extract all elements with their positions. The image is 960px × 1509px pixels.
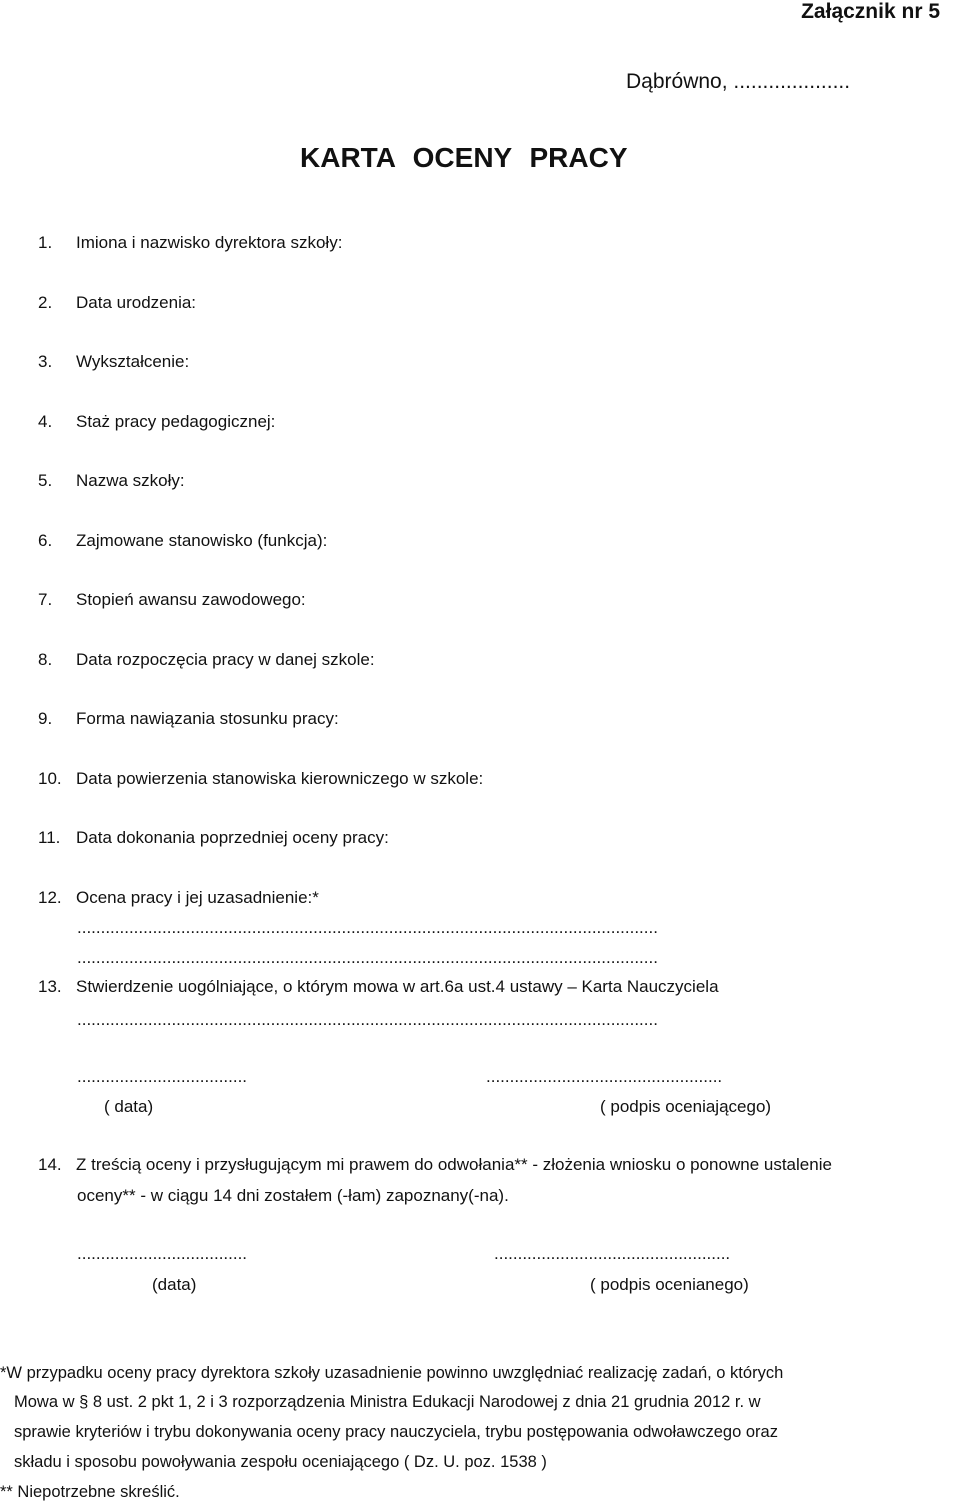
item-number: 6. (38, 531, 53, 550)
continuation-line: ........................................................................................................................... (77, 1010, 658, 1029)
footnote-line: Mowa w § 8 ust. 2 pkt 1, 2 i 3 rozporządzenia Ministra Edukacji Narodowej z dnia 21 grudnia 2012 r. w (14, 1393, 761, 1411)
item-number: 7. (38, 590, 53, 609)
annex-label: Załącznik nr 5 (801, 0, 940, 23)
item-number: 5. (38, 471, 53, 490)
signature-label: ( podpis ocenianego) (590, 1275, 749, 1294)
item-text: Data powierzenia stanowiska kierowniczego w szkole: (76, 769, 484, 788)
item-text: Imiona i nazwisko dyrektora szkoły: (76, 233, 343, 252)
form-item (38, 590, 956, 610)
form-item (38, 531, 956, 551)
date-dots: .................................... (77, 1067, 248, 1086)
item-text: Forma nawiązania stosunku pracy: (76, 709, 339, 728)
item-number: 1. (38, 233, 53, 252)
item-text: Zajmowane stanowisko (funkcja): (76, 531, 328, 550)
date-label: ( data) (104, 1097, 154, 1116)
item-text: Data dokonania poprzedniej oceny pracy: (76, 828, 389, 847)
item-number: 11. (38, 828, 61, 847)
item-number: 12. (38, 888, 62, 907)
item-text: Stwierdzenie uogólniające, o którym mowa w art.6a ust.4 ustawy – Karta Nauczyciela (76, 977, 719, 996)
item-text: Ocena pracy i jej uzasadnienie:* (76, 888, 319, 907)
form-item (38, 412, 956, 432)
item-number: 13. (38, 977, 62, 996)
footnote-line: *W przypadku oceny pracy dyrektora szkoły uzasadnienie powinno uwzględniać realizację zadań, o których (0, 1364, 784, 1382)
form-item (38, 769, 956, 789)
signature-dots: .................................................. (494, 1244, 731, 1263)
item-text: Nazwa szkoły: (76, 471, 185, 490)
form-item (38, 650, 956, 670)
item-text: Data urodzenia: (76, 293, 197, 312)
date-dots: .................................... (77, 1244, 248, 1263)
form-item (38, 709, 956, 729)
item-number: 10. (38, 769, 62, 788)
item-number: 9. (38, 709, 53, 728)
footnote-line: ** Niepotrzebne skreślić. (0, 1483, 180, 1501)
form-item (38, 888, 956, 908)
item-text: Data rozpoczęcia pracy w danej szkole: (76, 650, 375, 669)
form-item (38, 828, 956, 848)
date-label: (data) (152, 1275, 197, 1294)
item-number: 2. (38, 293, 53, 312)
form-item (38, 471, 956, 491)
item-text: Staż pracy pedagogicznej: (76, 412, 276, 431)
item-text: Stopień awansu zawodowego: (76, 590, 306, 609)
form-item (38, 233, 956, 253)
item-number: 14. (38, 1155, 62, 1174)
form-item (38, 1155, 956, 1175)
footnote-line: sprawie kryteriów i trybu dokonywania oceny pracy nauczyciela, trybu postępowania odwoławczego oraz (14, 1423, 778, 1441)
item-number: 4. (38, 412, 53, 431)
signature-dots: .................................................. (486, 1067, 723, 1086)
item-text-continuation: oceny** - w ciągu 14 dni zostałem (-łam) zapoznany(-na). (77, 1186, 509, 1205)
document-title: KARTA OCENY PRACY (300, 142, 628, 173)
form-item (38, 977, 956, 997)
signature-label: ( podpis oceniającego) (600, 1097, 772, 1116)
continuation-line: ........................................................................................................................... (77, 948, 658, 967)
place-date: Dąbrówno, .................... (626, 70, 851, 93)
form-item (38, 352, 956, 372)
item-number: 3. (38, 352, 53, 371)
item-text: Z treścią oceny i przysługującym mi prawem do odwołania** - złożenia wniosku o ponowne ustalenie (76, 1155, 832, 1174)
footnote-line: składu i sposobu powoływania zespołu oceniającego ( Dz. U. poz. 1538 ) (14, 1453, 547, 1471)
continuation-line: ........................................................................................................................... (77, 918, 658, 937)
item-number: 8. (38, 650, 53, 669)
form-item (38, 293, 956, 313)
item-text: Wykształcenie: (76, 352, 190, 371)
